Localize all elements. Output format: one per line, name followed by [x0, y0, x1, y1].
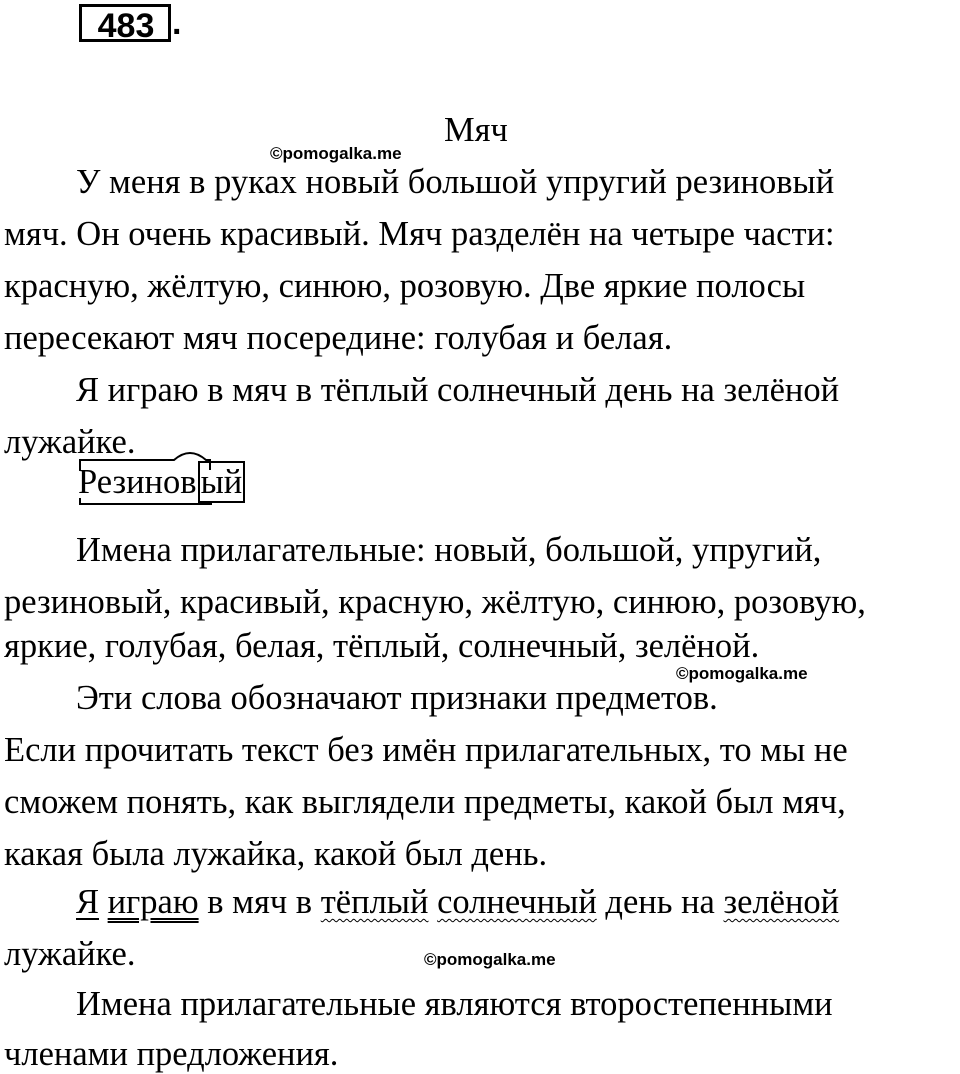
paragraph1-line: мяч. Он очень красивый. Мяч разделён на четыре части:: [4, 215, 835, 253]
morpheme-parse: [78, 462, 245, 502]
text-title: Мяч: [444, 111, 508, 149]
paragraph2-line: лужайке.: [4, 423, 136, 461]
watermark: ©pomogalka.me: [676, 664, 808, 683]
paragraph5-line: членами предложения.: [4, 1035, 339, 1073]
stem-arc-mark: [78, 448, 218, 472]
paragraph1-line: У меня в руках новый большой упругий резиновый: [76, 163, 835, 201]
paragraph4-line: какая была лужайка, какой был день.: [4, 835, 548, 873]
paragraph1-line: пересекают мяч посередине: голубая и белая.: [4, 319, 673, 357]
parsed-sentence-line: лужайке.: [4, 935, 136, 973]
paragraph3-line: Имена прилагательные: новый, большой, упругий,: [76, 531, 822, 569]
parsed-sentence-line: Я играю в мяч в тёплый солнечный день на зелёной: [76, 883, 840, 921]
paragraph4-line: Эти слова обозначают признаки предметов.: [76, 679, 718, 717]
paragraph2-line: Я играю в мяч в тёплый солнечный день на зелёной: [76, 371, 840, 409]
morpheme-stem: Резинов: [78, 463, 197, 501]
attribute-word: зелёной: [723, 883, 840, 921]
morpheme-ending: ый: [198, 461, 246, 503]
task-number: [79, 4, 171, 45]
paragraph3-line: резиновый, красивый, красную, жёлтую, синюю, розовую,: [4, 583, 866, 621]
predicate-word: играю: [107, 883, 199, 921]
watermark: ©pomogalka.me: [424, 950, 556, 969]
subject-word: Я: [76, 883, 100, 921]
base-underline-mark: [78, 498, 218, 506]
task-number-value: 483: [97, 7, 155, 45]
task-number-dot: .: [172, 4, 182, 42]
attribute-word: тёплый: [320, 883, 429, 921]
paragraph4-line: сможем понять, как выглядели предметы, какой был мяч,: [4, 783, 846, 821]
attribute-word: солнечный: [437, 883, 597, 921]
paragraph3-line: яркие, голубая, белая, тёплый, солнечный, зелёной.: [4, 627, 760, 665]
paragraph5-line: Имена прилагательные являются второстепенными: [76, 985, 833, 1023]
paragraph4-line: Если прочитать текст без имён прилагательных, то мы не: [4, 731, 848, 769]
watermark: ©pomogalka.me: [270, 144, 402, 163]
paragraph1-line: красную, жёлтую, синюю, розовую. Две яркие полосы: [4, 267, 806, 305]
